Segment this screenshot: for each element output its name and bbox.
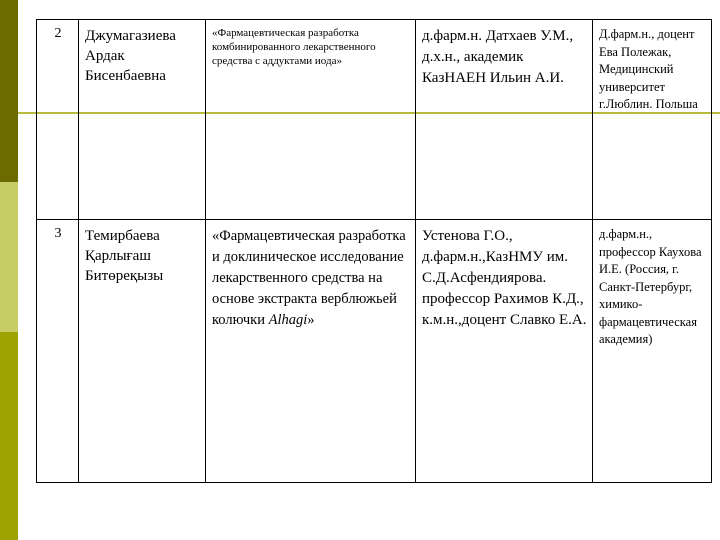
sidebar-segment-dark <box>0 0 18 182</box>
sidebar-accent <box>0 0 18 540</box>
consultant-cell: д.фарм.н., профессор Каухова И.Е. (Россия, г. Санкт-Петербург, химико-фармацевтическая академия) <box>593 220 712 483</box>
research-topic: «Фармацевтическая разработка комбинированного лекарственного средства с аддуктами иода» <box>206 20 416 220</box>
consultant-cell: Д.фарм.н., доцент Ева Полежак, Медицинский университет г.Люблин. Польша <box>593 20 712 220</box>
student-name: Темирбаева Қарлығаш Битөреқызы <box>79 220 206 483</box>
research-topic-text: «Фармацевтическая разработка и доклиническое исследование лекарственного средства на основе экстракта верблюжьей колючки <box>212 228 406 328</box>
supervisor-cell: Устенова Г.О., д.фарм.н.,КазНМУ им. С.Д.Асфендиярова. профессор Рахимов К.Д., к.м.н.,доцент Славко Е.А. <box>416 220 593 483</box>
sidebar-segment-mid <box>0 332 18 540</box>
table-row <box>37 220 712 483</box>
dissertation-table <box>36 19 712 483</box>
row-number: 2 <box>37 20 79 220</box>
research-topic <box>206 220 416 483</box>
table-row <box>37 20 712 220</box>
row-number: 3 <box>37 220 79 483</box>
sidebar-segment-light <box>0 182 18 332</box>
research-topic-end: » <box>307 312 315 328</box>
research-topic-species: Alhagi <box>268 312 308 328</box>
supervisor-cell: д.фарм.н. Датхаев У.М., д.х.н., академик КазНАЕН Ильин А.И. <box>416 20 593 220</box>
student-name: Джумагазиева Ардак Бисенбаевна <box>79 20 206 220</box>
